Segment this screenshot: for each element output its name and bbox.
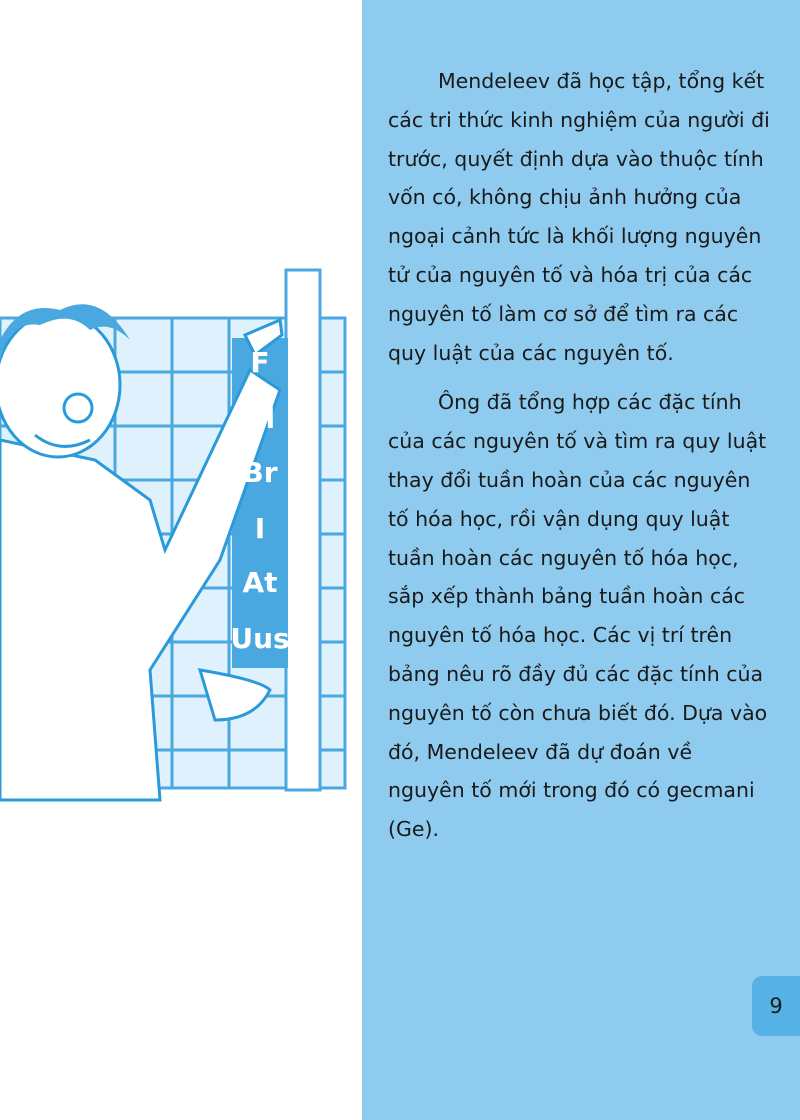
element-label: I [254, 512, 266, 545]
mendeleev-illustration [0, 250, 362, 810]
body-text [388, 62, 770, 860]
element-label: Cl [244, 402, 276, 435]
element-label: Br [242, 456, 278, 489]
page-number: 9 [752, 976, 800, 1036]
element-label: F [250, 346, 270, 379]
paragraph: Mendeleev đã học tập, tổng kết các tri thức kinh nghiệm của người đi trước, quyết định dựa vào thuộc tính vốn có, không chịu ảnh hưởng của ngoại cảnh tức là khối lượng nguyên tử của nguyên tố và hóa trị của các nguyên tố làm cơ sở để tìm ra các quy luật của các nguyên tố. [388, 69, 770, 365]
element-label: Uus [230, 622, 290, 655]
paragraph: Ông đã tổng hợp các đặc tính của các nguyên tố và tìm ra quy luật thay đổi tuần hoàn của các nguyên tố hóa học, rồi vận dụng quy luật tuần hoàn các nguyên tố hóa học, sắp xếp thành bảng tuần hoàn các nguyên tố hóa học. Các vị trí trên bảng nêu rõ đầy đủ các đặc tính của nguyên tố còn chưa biết đó. Dựa vào đó, Mendeleev đã dự đoán về nguyên tố mới trong đó có gecmani (Ge). [388, 390, 768, 842]
element-label: At [242, 566, 278, 599]
highlight-column [286, 270, 320, 790]
